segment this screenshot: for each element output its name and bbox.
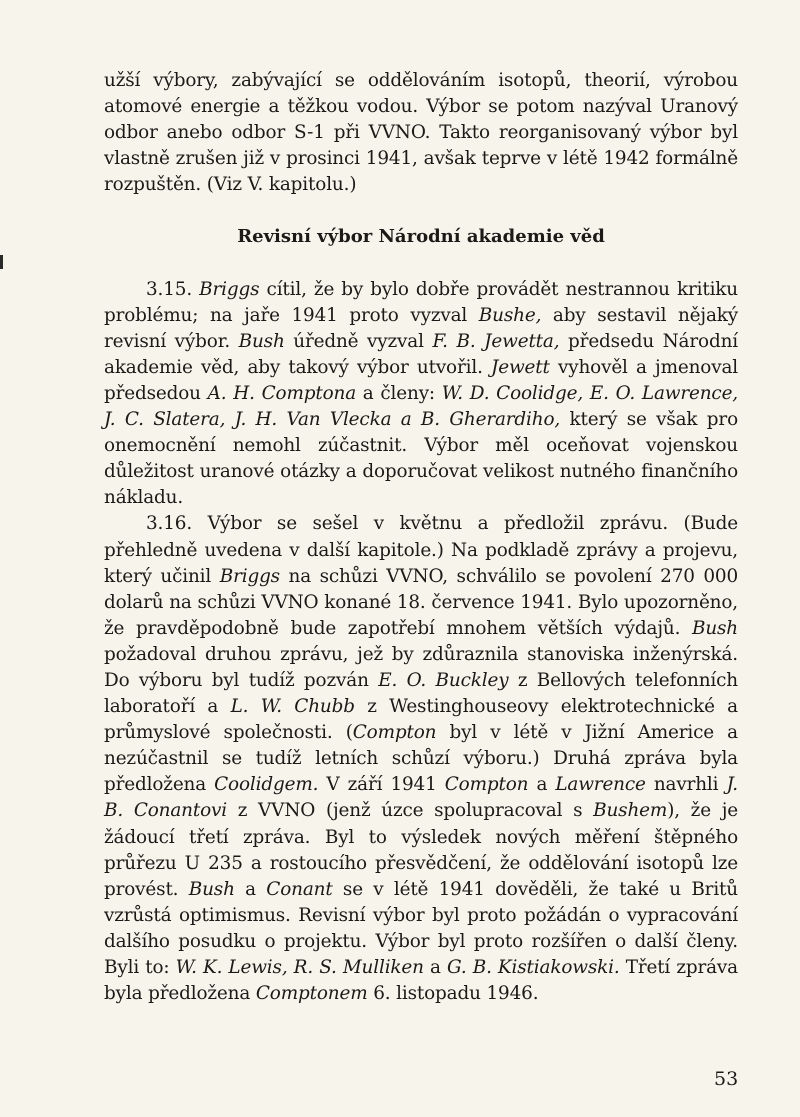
page-number: 53 [714, 1068, 739, 1090]
text-run: 3.15. [146, 278, 200, 300]
text-run: V září 1941 [318, 774, 445, 796]
text-run: cítil, že by bylo dobře provádět nestrannou kritiku problému; na jaře 1941 proto vyzval [104, 278, 738, 326]
italic-name-run: Bush [691, 617, 738, 639]
italic-name-run: W. K. Lewis, R. S. Mulliken [175, 957, 424, 978]
italic-name-run: Bushe, [478, 304, 542, 326]
paragraph-3-16 [104, 511, 738, 1007]
text-run: a členy: [356, 382, 442, 404]
text-run: a [423, 957, 447, 978]
text-run: ), že je žádoucí třetí zpráva. Byl to výsledek nových měření štěpného průřezu U 235 a rostoucího přesvědčení, že oddělování isotopů lze provést. [104, 800, 738, 900]
italic-name-run: Comptonem [255, 983, 368, 1005]
intro-paragraph: užší výbory, zabývající se oddělováním isotopů, theorií, výrobou atomové energie a těžkou vodou. Výbor se potom nazýval Uranový odbor anebo odbor S-1 při VVNO. Takto reorganisovaný výbor byl vlastně zrušen již v prosinci 1941, avšak teprve v létě 1942 formálně rozpuštěn. (Viz V. kapitolu.) [104, 70, 738, 196]
text-run: navrhli [645, 774, 727, 796]
text-run: 6. listopadu 1946. [367, 983, 539, 1005]
italic-name-run: E. O. Buckley [378, 669, 509, 691]
text-run: na schůzi VVNO, schválilo se povolení 270 000 dolarů na schůzi VVNO konané 18. července 1941. Bylo upozorněno, že pravděpodobně bude zapotřebí mnohem větších výdajů. [104, 565, 738, 639]
section-heading: Revisní výbor Národní akademie věd [237, 226, 605, 248]
italic-name-run: Briggs [219, 565, 280, 587]
italic-name-run: Bushem [593, 800, 668, 822]
italic-name-run: G. B. Kistiakowski. [446, 957, 620, 978]
italic-name-run: J. B. Conantovi [104, 774, 738, 822]
text-run: a [528, 774, 556, 796]
italic-name-run: Coolidgem. [214, 774, 319, 796]
italic-name-run: Jewett [491, 356, 550, 378]
text-run: z Westinghouseovy elektrotechnické a průmyslové společnosti. ( [104, 696, 738, 744]
italic-name-run: Conant [266, 878, 333, 900]
text-run: z Bellových telefonních laboratoří a [104, 669, 738, 718]
text-run: požadoval druhou zprávu, jež by zdůraznila stanoviska inženýrská. Do výboru byl tudíž pozván [104, 643, 738, 691]
italic-name-run: W. D. Coolidge, E. O. Lawrence, J. C. Slatera, J. H. Van Vlecka a B. Gherardiho, [104, 382, 738, 431]
italic-name-run: Briggs [199, 278, 260, 300]
italic-name-run: F. B. Jewetta, [432, 330, 560, 352]
text-run: vyhověl a jmenoval předsedou [104, 356, 738, 404]
italic-name-run: A. H. Comptona [207, 382, 357, 404]
italic-name-run: Bush [188, 878, 235, 900]
italic-name-run: Bush [238, 330, 285, 352]
text-run: se v létě 1941 dověděli, že také u Britů vzrůstá optimismus. Revisní výbor byl proto požádán o vypracování dalšího posudku o projektu. Výbor byl proto rozšířen o další členy. Byli to: [104, 878, 738, 978]
italic-name-run: L. W. Chubb [230, 696, 355, 718]
text-run: 3.16. Výbor se sešel v květnu a předložil zprávu. (Bude přehledně uvedena v další kapitole.) Na podkladě zprávy a projevu, který učinil [104, 513, 738, 587]
italic-name-run: Lawrence [555, 774, 646, 796]
text-run: z VVNO (jenž úzce spolupracoval s [227, 800, 594, 822]
text-run: a [234, 878, 267, 900]
text-run: předsedu Národní akademie věd, aby takový výbor utvořil. [104, 330, 738, 378]
body-text [104, 68, 738, 1007]
scan-edge-mark [0, 255, 3, 269]
italic-name-run: Compton [352, 722, 437, 744]
text-run: Třetí zpráva byla předložena [104, 957, 738, 1005]
italic-name-run: Compton [444, 774, 529, 796]
text-run: byl v létě v Jižní Americe a nezúčastnil se tudíž letních schůzí výboru.) Druhá zpráva byla předložena [104, 722, 738, 796]
text-run: který se však pro onemocnění nemohl zúčastnit. Výbor měl oceňovat vojenskou důležitost uranové otázky a doporučovat velikost nutného finančního nákladu. [104, 409, 738, 509]
text-run: úředně vyzval [284, 330, 433, 352]
paragraph-3-15 [104, 277, 738, 512]
text-run: aby sestavil nějaký revisní výbor. [104, 304, 738, 352]
